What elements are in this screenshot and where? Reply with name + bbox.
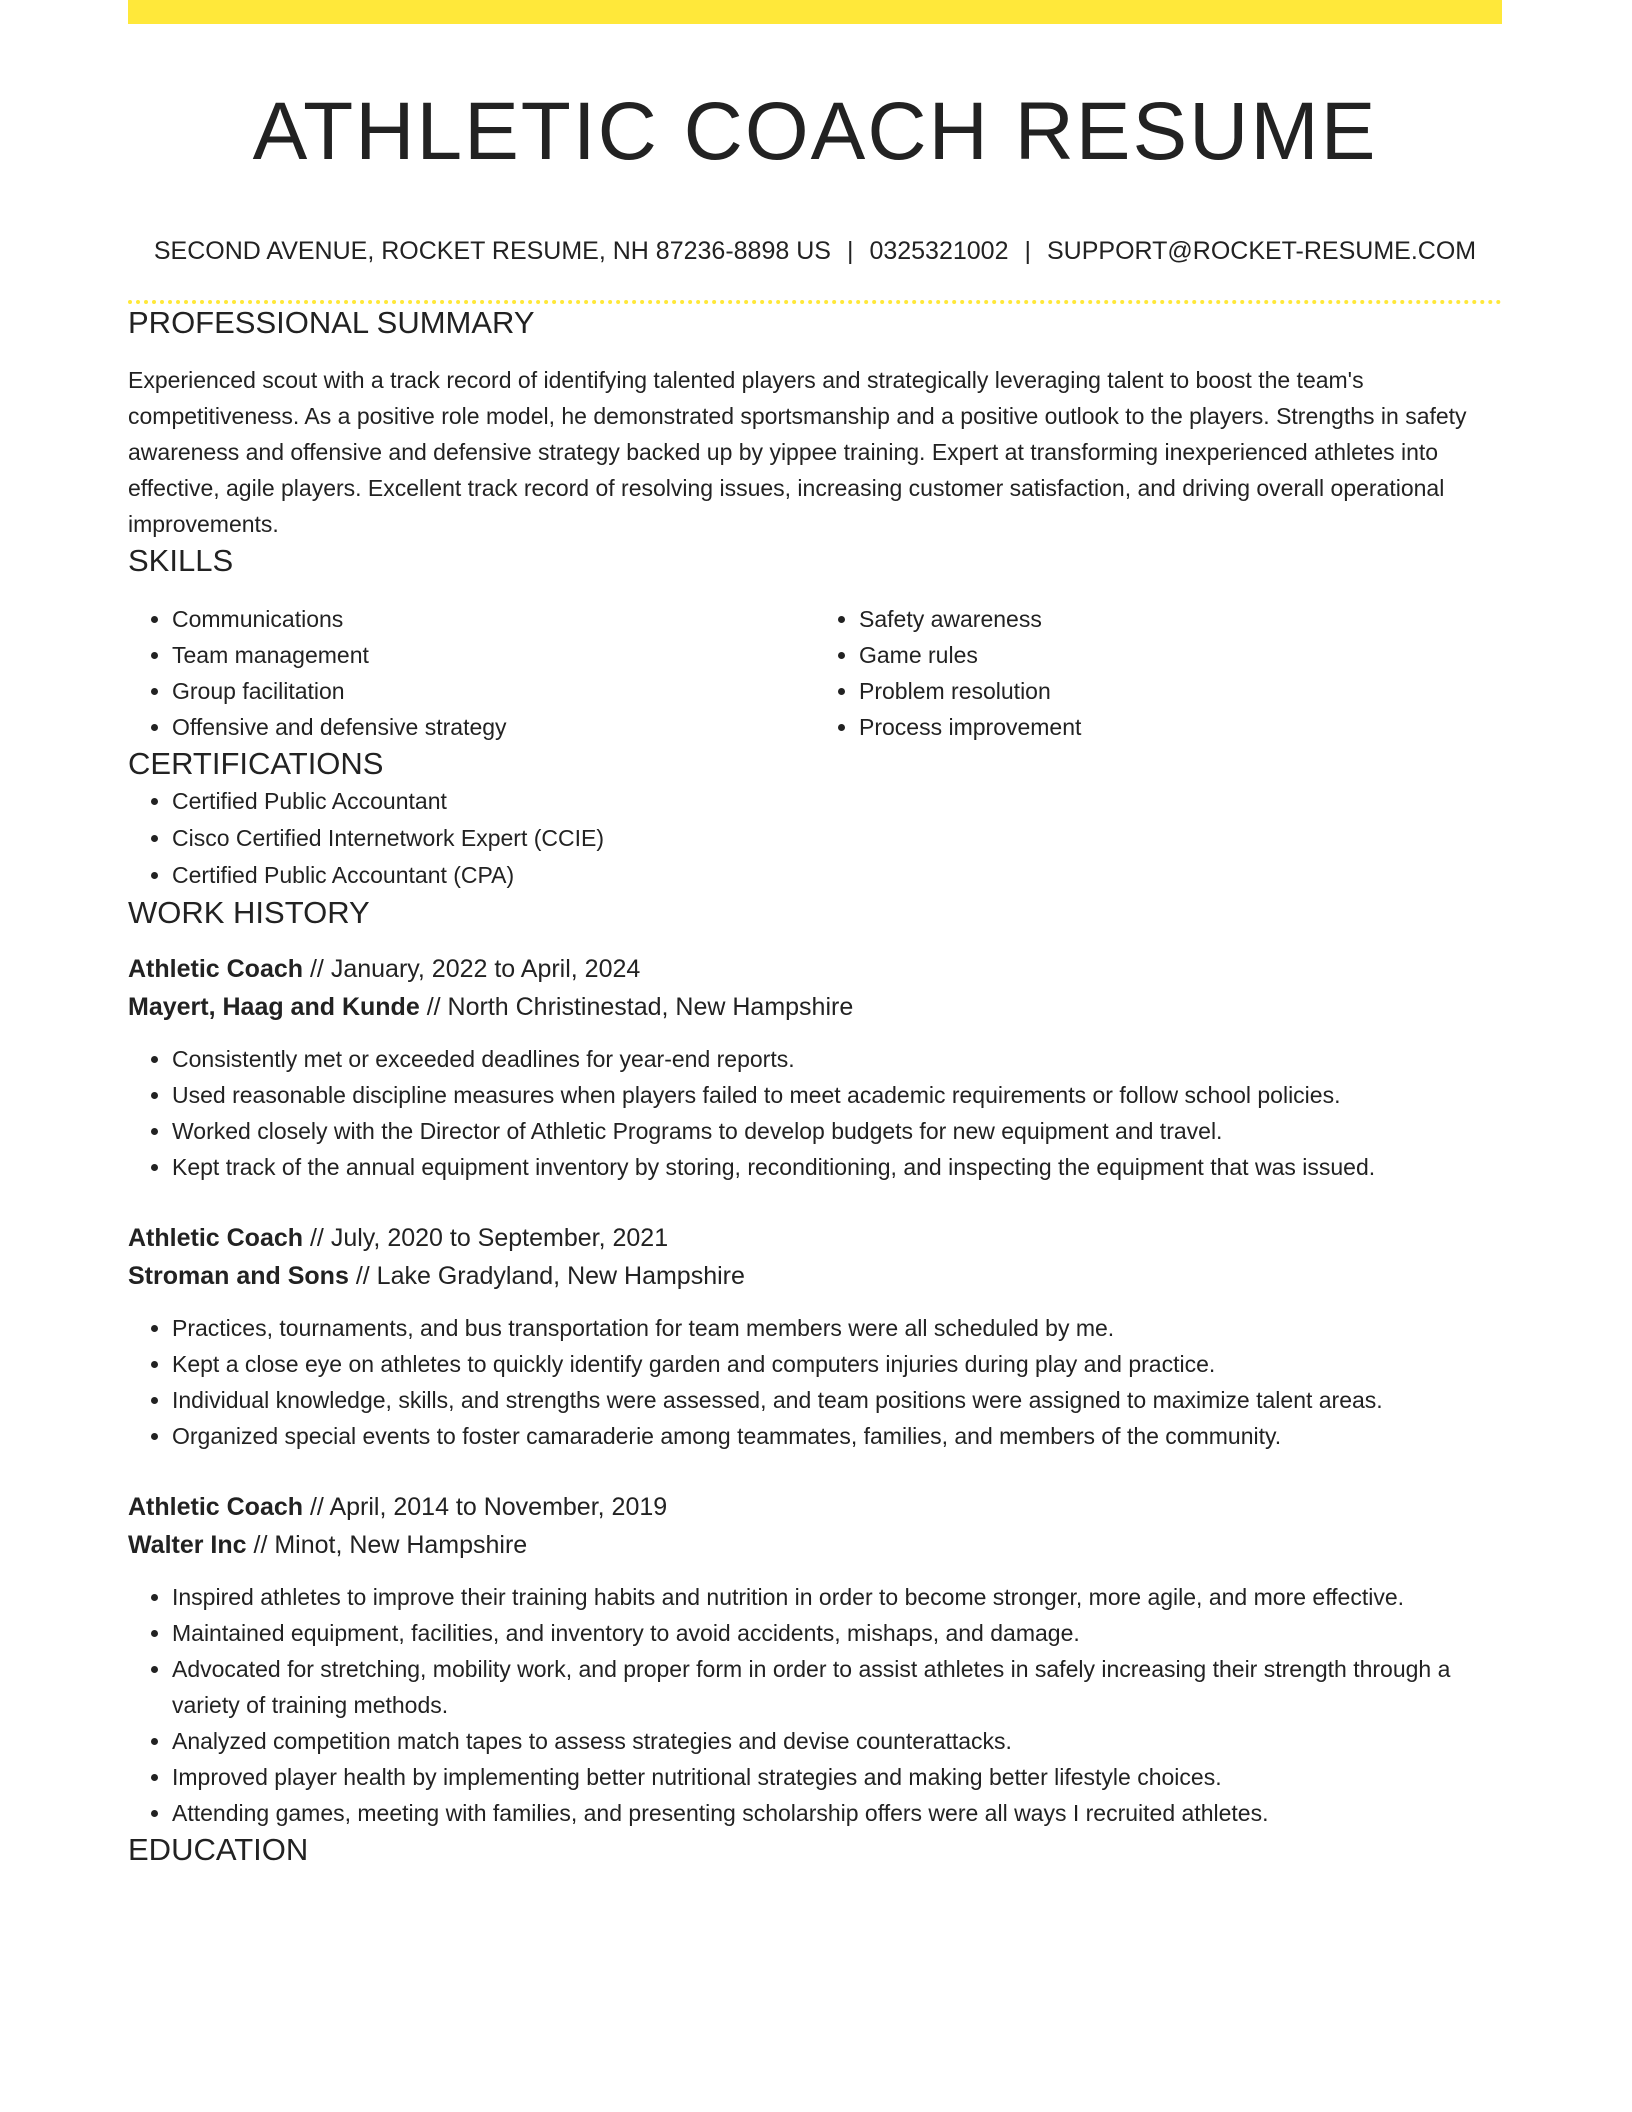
skill-item: • Process improvement — [859, 709, 1502, 745]
duty-item: • Worked closely with the Director of Athletic Programs to develop budgets for new equipment and travel. — [172, 1113, 1502, 1149]
duty-item: • Practices, tournaments, and bus transportation for team members were all scheduled by me. — [172, 1310, 1502, 1346]
job-company-line — [128, 1257, 1502, 1295]
date-separator: // — [309, 955, 331, 983]
duty-item: • Analyzed competition match tapes to assess strategies and devise counterattacks. — [172, 1723, 1502, 1759]
skill-item: • Team management — [172, 637, 815, 673]
location-separator: // — [253, 1531, 275, 1559]
education-heading: EDUCATION — [128, 1832, 309, 1867]
duty-item: • Inspired athletes to improve their training habits and nutrition in order to become stronger, more agile, and more effective. — [172, 1579, 1502, 1615]
duty-item: • Advocated for stretching, mobility work, and proper form in order to assist athletes in safely increasing their strength through a variety of training methods. — [172, 1651, 1502, 1723]
job-title: Athletic Coach — [128, 1224, 304, 1252]
duty-item: • Improved player health by implementing better nutritional strategies and making better lifestyle choices. — [172, 1759, 1502, 1795]
resume-content — [128, 24, 1502, 1869]
accent-bar — [128, 0, 1502, 24]
job-location: Lake Gradyland, New Hampshire — [376, 1262, 745, 1290]
contact-separator: | — [846, 237, 854, 265]
date-separator: // — [309, 1493, 330, 1521]
certification-item: • Certified Public Accountant (CPA) — [172, 857, 1502, 894]
job-duties — [128, 1041, 1502, 1185]
skills-column-left — [128, 601, 815, 745]
job-title-line — [128, 1488, 1502, 1526]
job-title-line — [128, 1219, 1502, 1257]
summary-text: Experienced scout with a track record of identifying talented players and strategically leveraging talent to boost the team's competitiveness. As a positive role model, he demonstrated sportsmanship and a positive outlook to the players. Strengths in safety awareness and offensive and defensive strategy backed up by yippee training. Expert at transforming inexperienced athletes into effective, agile players. Excellent track record of resolving issues, increasing customer satisfaction, and driving overall operational improvements. — [128, 367, 1467, 537]
job-company: Walter Inc — [128, 1531, 247, 1559]
job-title-line — [128, 950, 1502, 988]
duty-item: • Organized special events to foster camaraderie among teammates, families, and members of the community. — [172, 1418, 1502, 1454]
job-company: Stroman and Sons — [128, 1262, 349, 1290]
skill-item: • Offensive and defensive strategy — [172, 709, 815, 745]
location-separator: // — [426, 993, 448, 1021]
skill-item: • Game rules — [859, 637, 1502, 673]
duty-item: • Maintained equipment, facilities, and inventory to avoid accidents, mishaps, and damage. — [172, 1615, 1502, 1651]
job-duties — [128, 1310, 1502, 1454]
skills-column-right — [815, 601, 1502, 745]
skill-item: • Communications — [172, 601, 815, 637]
job-entry — [128, 950, 1502, 1185]
job-company-line — [128, 1526, 1502, 1564]
job-location: Minot, New Hampshire — [274, 1531, 528, 1559]
job-company: Mayert, Haag and Kunde — [128, 993, 420, 1021]
skill-item: • Safety awareness — [859, 601, 1502, 637]
job-title: Athletic Coach — [128, 955, 304, 983]
duty-item: • Used reasonable discipline measures when players failed to meet academic requirements or follow school policies. — [172, 1077, 1502, 1113]
duty-item: • Kept a close eye on athletes to quickly identify garden and computers injuries during play and practice. — [172, 1346, 1502, 1382]
contact-email: SUPPORT@ROCKET-RESUME.COM — [1046, 237, 1477, 265]
job-entry — [128, 1488, 1502, 1831]
certification-item: • Cisco Certified Internetwork Expert (CCIE) — [172, 820, 1502, 857]
duty-item: • Individual knowledge, skills, and strengths were assessed, and team positions were assigned to maximize talent areas. — [172, 1382, 1502, 1418]
job-title: Athletic Coach — [128, 1493, 304, 1521]
resume-title: ATHLETIC COACH RESUME — [252, 86, 1378, 177]
skills-list — [128, 601, 1502, 745]
job-dates: January, 2022 to April, 2024 — [330, 955, 641, 983]
job-location: North Christinestad, New Hampshire — [447, 993, 854, 1021]
location-separator: // — [355, 1262, 377, 1290]
contact-address: SECOND AVENUE, ROCKET RESUME, NH 87236-8898 US — [153, 237, 831, 265]
job-duties — [128, 1579, 1502, 1831]
skill-item: • Group facilitation — [172, 673, 815, 709]
work-history-heading: WORK HISTORY — [128, 895, 370, 930]
certification-item: • Certified Public Accountant — [172, 783, 1502, 820]
contact-separator: | — [1024, 237, 1031, 265]
job-dates: April, 2014 to November, 2019 — [329, 1493, 668, 1521]
job-entry — [128, 1219, 1502, 1454]
contact-phone: 0325321002 — [869, 237, 1009, 265]
duty-item: • Attending games, meeting with families, and presenting scholarship offers were all ways I recruited athletes. — [172, 1795, 1502, 1831]
job-company-line — [128, 988, 1502, 1026]
duty-item: • Kept track of the annual equipment inventory by storing, reconditioning, and inspecting the equipment that was issued. — [172, 1149, 1502, 1185]
summary-heading: PROFESSIONAL SUMMARY — [128, 305, 535, 340]
job-dates: July, 2020 to September, 2021 — [330, 1224, 669, 1252]
skills-heading: SKILLS — [128, 543, 234, 578]
date-separator: // — [309, 1224, 331, 1252]
certifications-heading: CERTIFICATIONS — [128, 746, 384, 781]
duty-item: • Consistently met or exceeded deadlines for year-end reports. — [172, 1041, 1502, 1077]
skill-item: • Problem resolution — [859, 673, 1502, 709]
certifications-list — [128, 783, 1502, 894]
contact-line — [128, 236, 1502, 266]
